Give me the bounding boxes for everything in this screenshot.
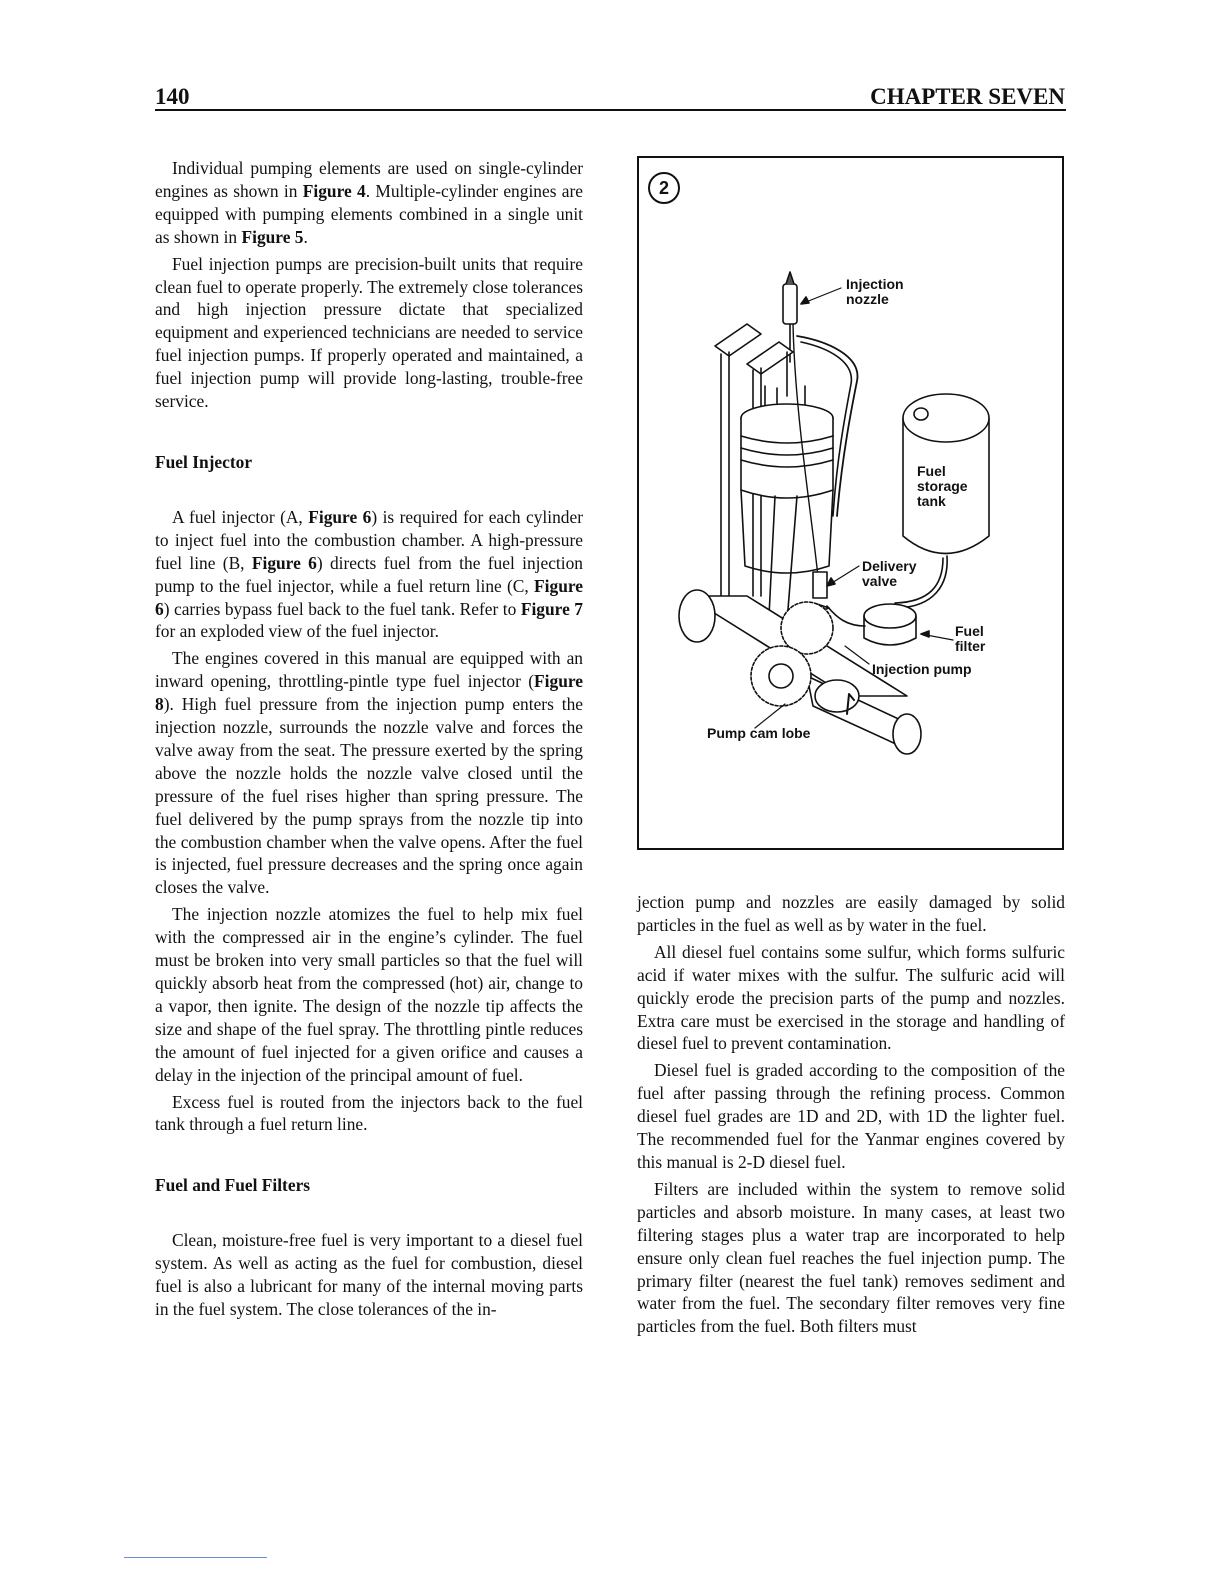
right-column xyxy=(637,891,1065,1342)
pump-cam-lobe xyxy=(815,680,859,712)
label-pump-cam-lobe: Pump cam lobe xyxy=(707,725,811,741)
drive-gear xyxy=(781,602,833,654)
chapter-title: CHAPTER SEVEN xyxy=(870,84,1065,109)
paragraph: A fuel injector (A, Figure 6) is required for each cylinder to inject fuel into the combustion chamber. A high-pressure fuel line (B, Figure 6) directs fuel from the fuel injection pump to the fuel injector, while a fuel return line (C, Figure 6) carries bypass fuel back to the fuel tank. Refer to Figure 7 for an exploded view of the fuel injector. xyxy=(155,506,583,642)
fuel-system-illustration xyxy=(637,156,1064,850)
paragraph: The engines covered in this manual are equipped with an inward opening, throttling-pintle type fuel injector (Figure 8). High fuel pressure from the injection pump enters the injection nozzle, surrounds the nozzle valve and forces the valve away from the seat. The pressure exerted by the spring above the nozzle holds the nozzle valve closed until the pressure of the fuel rises higher than spring pressure. The fuel delivered by the pump sprays from the nozzle tip into the combustion chamber when the valve opens. After the fuel is injected, fuel pressure decreases and the spring once again closes the valve. xyxy=(155,648,583,898)
connecting-rod xyxy=(769,496,797,622)
paragraph: The injection nozzle atomizes the fuel to help mix fuel with the compressed air in the engine’s cylinder. The fuel must be broken into very small particles so that the fuel will quickly absorb heat from the compressed (hot) air, change to a vapor, then ignite. The design of the nozzle tip affects the size and shape of the fuel spray. The throttling pintle reduces the amount of fuel injected for a given orifice and causes a delay in the injection of the principal amount of fuel. xyxy=(155,904,583,1085)
paragraph: Individual pumping elements are used on single-cylinder engines as shown in Figure 4. Multiple-cylinder engines are equipped with pumping elements combined in a single unit as shown in Figure 5. xyxy=(155,158,583,247)
section-heading-fuel-filters: Fuel and Fuel Filters xyxy=(155,1175,311,1196)
paragraph: jection pump and nozzles are easily damaged by solid particles in the fuel as well as by water in the fuel. xyxy=(637,892,1065,935)
injection-nozzle-body xyxy=(783,284,797,324)
delivery-valve xyxy=(813,572,827,598)
label-injection-nozzle: Injection nozzle xyxy=(846,276,904,307)
paragraph: Excess fuel is routed from the injectors back to the fuel tank through a fuel return line. xyxy=(155,1091,583,1135)
paragraph: Diesel fuel is graded according to the composition of the fuel after passing through the refining process. Common diesel fuel grades are 1D and 2D, with 1D the lighter fuel. The recommended fuel for the Yanmar engines covered by this manual is 2-D diesel fuel. xyxy=(637,1060,1065,1172)
label-fuel-storage-tank: Fuel storage tank xyxy=(917,463,968,509)
label-fuel-filter: Fuel filter xyxy=(955,623,986,654)
fuel-filter-top xyxy=(864,604,916,628)
cylinder-liner xyxy=(741,490,833,573)
paragraph: Filters are included within the system to remove solid particles and absorb moisture. In many cases, at least two filtering stages plus a water trap are incorporated to help ensure only clean fuel reaches the fuel injection pump. The primary filter (nearest the fuel tank) removes sediment and water from the fuel. The secondary filter removes very fine particles from the fuel. Both filters must xyxy=(637,1178,1065,1337)
page-number: 140 xyxy=(155,84,190,109)
left-column xyxy=(155,157,583,1325)
piston-body xyxy=(741,418,833,498)
section-heading-fuel-injector: Fuel Injector xyxy=(155,451,253,472)
footer-link-rule xyxy=(124,1557,267,1558)
rocker-arm xyxy=(715,324,761,356)
paragraph: All diesel fuel contains some sulfur, which forms sulfuric acid if water mixes with the sulfur. The sulfuric acid will quickly erode the precision parts of the pump and nozzles. Extra care must be exercised in the storage and handling of diesel fuel to prevent contamination. xyxy=(637,941,1065,1054)
rocker-arm xyxy=(747,342,793,374)
paragraph: Clean, moisture-free fuel is very important to a diesel fuel system. As well as acting as the fuel for combustion, diesel fuel is also a lubricant for many of the internal moving parts in the fuel system. The close tolerances of the in- xyxy=(155,1230,583,1319)
figure-number-badge: 2 xyxy=(648,172,680,204)
label-delivery-valve: Delivery valve xyxy=(862,558,917,589)
header-rule xyxy=(155,109,1066,111)
label-injection-pump: Injection pump xyxy=(872,661,972,677)
cam-gear xyxy=(751,646,811,706)
paragraph: Fuel injection pumps are precision-built units that require clean fuel to operate properly. The extremely close tolerances and high injection pressure dictate that specialized equipment and experienced technicians are needed to service fuel injection pumps. If properly operated and maintained, a fuel injection pump will provide long-lasting, trouble-free service. xyxy=(155,253,583,412)
injection-nozzle-tip xyxy=(786,272,794,284)
